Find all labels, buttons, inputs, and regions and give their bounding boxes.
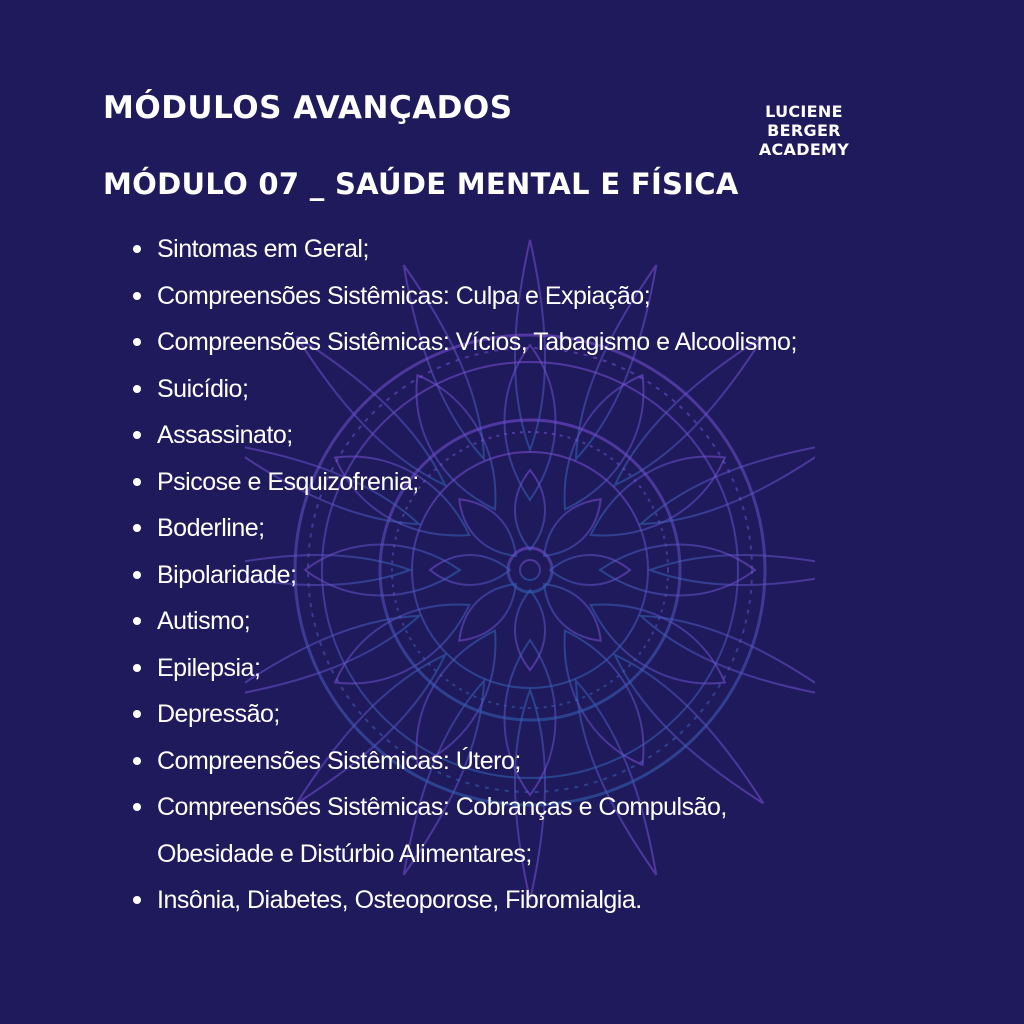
page-title: MÓDULOS AVANÇADOS [103, 90, 513, 126]
list-item [133, 552, 893, 599]
topic-label: Compreensões Sistêmicas: Útero; [157, 746, 521, 775]
bullet-icon [133, 571, 141, 579]
bullet-icon [133, 710, 141, 718]
bullet-icon [133, 524, 141, 532]
topic-label: Psicose e Esquizofrenia; [157, 467, 419, 496]
topic-label: Suicídio; [157, 374, 249, 403]
list-item [133, 738, 893, 785]
list-item [133, 645, 893, 692]
list-item [133, 319, 893, 366]
bullet-icon [133, 245, 141, 253]
topic-label-continuation: Obesidade e Distúrbio Alimentares; [157, 839, 532, 868]
bullet-icon [133, 292, 141, 300]
bullet-icon [133, 617, 141, 625]
list-item [133, 598, 893, 645]
topic-label: Epilepsia; [157, 653, 261, 682]
topic-label: Sintomas em Geral; [157, 235, 369, 263]
list-item [133, 877, 893, 924]
brand-name-line-2: ACADEMY [758, 140, 850, 159]
topic-label: Boderline; [157, 514, 265, 542]
list-item [133, 226, 893, 273]
bullet-icon [133, 896, 141, 904]
list-item [133, 412, 893, 459]
list-item [133, 273, 893, 320]
bullet-icon [133, 478, 141, 486]
topic-label: Compreensões Sistêmicas: Cobranças e Compulsão, [157, 793, 727, 821]
topic-list [133, 226, 893, 924]
bullet-icon [133, 431, 141, 439]
topic-label: Autismo; [157, 607, 251, 635]
list-item [133, 505, 893, 552]
topic-label: Depressão; [157, 700, 280, 728]
brand-name-line-1: LUCIENE BERGER [765, 102, 843, 140]
bullet-icon [133, 664, 141, 672]
topic-label: Bipolaridade; [157, 560, 297, 589]
topic-label: Compreensões Sistêmicas: Vícios, Tabagismo e Alcoolismo; [157, 328, 797, 356]
topic-label: Insônia, Diabetes, Osteoporose, Fibromialgia. [157, 886, 642, 914]
topic-label: Assassinato; [157, 421, 293, 449]
bullet-icon [133, 385, 141, 393]
bullet-icon [133, 803, 141, 811]
list-item [133, 459, 893, 506]
brand-logo [733, 102, 875, 159]
list-item [133, 691, 893, 738]
bullet-icon [133, 338, 141, 346]
topic-label: Compreensões Sistêmicas: Culpa e Expiação; [157, 281, 651, 310]
bullet-icon [133, 757, 141, 765]
module-title: MÓDULO 07 _ SAÚDE MENTAL E FÍSICA [103, 167, 739, 201]
list-item [133, 784, 893, 877]
list-item [133, 366, 893, 413]
